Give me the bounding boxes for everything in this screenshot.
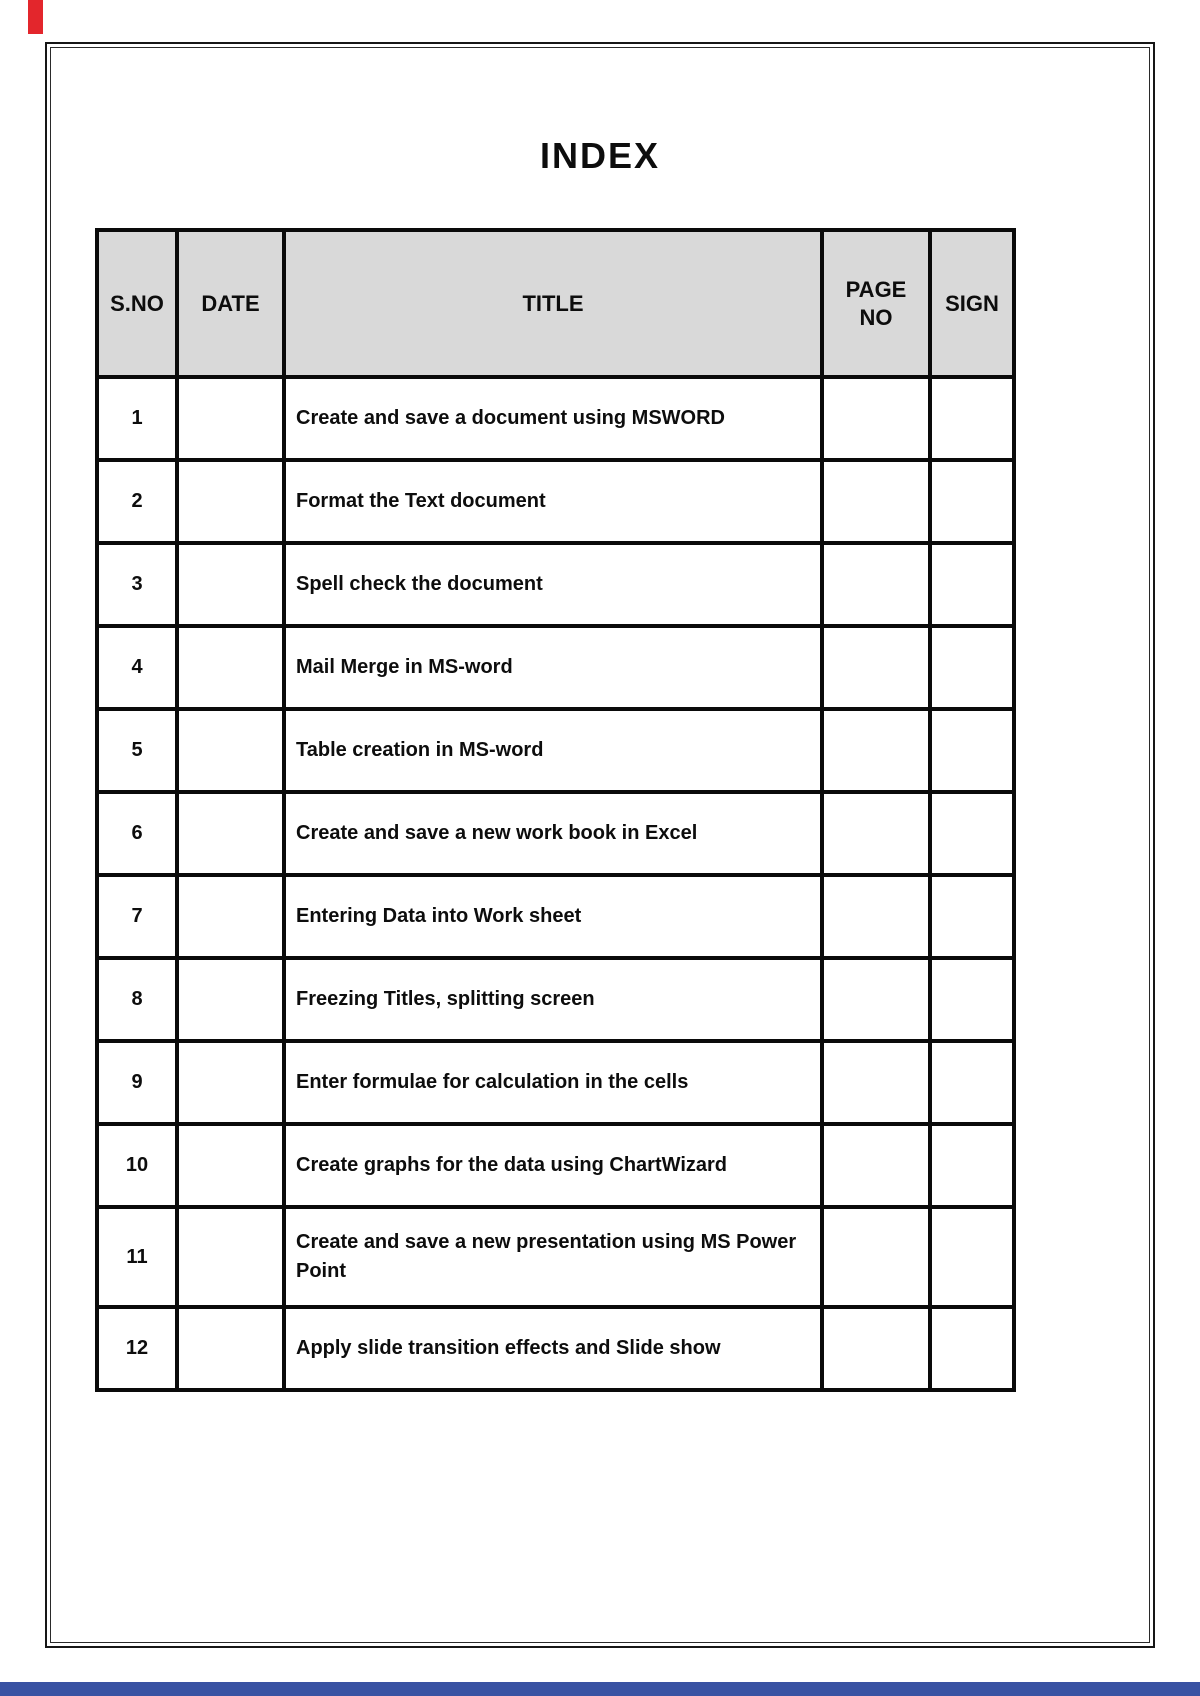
date-cell: [177, 1041, 284, 1124]
sign-cell: [930, 1041, 1014, 1124]
header-date: DATE: [177, 230, 284, 377]
title-cell: Mail Merge in MS-word: [284, 626, 822, 709]
serial-number-cell: 3: [97, 543, 177, 626]
table-row: [97, 377, 1014, 460]
page-no-cell: [822, 1041, 930, 1124]
date-cell: [177, 709, 284, 792]
page-no-cell: [822, 626, 930, 709]
page-no-cell: [822, 1124, 930, 1207]
title-cell: Format the Text document: [284, 460, 822, 543]
page-no-cell: [822, 377, 930, 460]
serial-number-cell: 5: [97, 709, 177, 792]
title-cell: Create graphs for the data using ChartWizard: [284, 1124, 822, 1207]
date-cell: [177, 1207, 284, 1307]
header-title: TITLE: [284, 230, 822, 377]
title-cell: Enter formulae for calculation in the cells: [284, 1041, 822, 1124]
date-cell: [177, 626, 284, 709]
title-cell: Entering Data into Work sheet: [284, 875, 822, 958]
serial-number-cell: 1: [97, 377, 177, 460]
index-table-body: [97, 377, 1014, 1390]
index-table: [95, 228, 1016, 1392]
title-cell: Table creation in MS-word: [284, 709, 822, 792]
table-row: [97, 543, 1014, 626]
page-title: INDEX: [539, 135, 661, 176]
sign-cell: [930, 709, 1014, 792]
date-cell: [177, 460, 284, 543]
sign-cell: [930, 792, 1014, 875]
table-row: [97, 709, 1014, 792]
table-row: [97, 1307, 1014, 1390]
title-cell: Create and save a new work book in Excel: [284, 792, 822, 875]
table-row: [97, 460, 1014, 543]
page-no-cell: [822, 958, 930, 1041]
header-sno: S.NO: [97, 230, 177, 377]
header-row: [97, 230, 1014, 377]
sign-cell: [930, 377, 1014, 460]
table-row: [97, 958, 1014, 1041]
table-row: [97, 626, 1014, 709]
date-cell: [177, 1124, 284, 1207]
date-cell: [177, 377, 284, 460]
red-margin-mark: [28, 0, 43, 34]
date-cell: [177, 543, 284, 626]
title-cell: Apply slide transition effects and Slide show: [284, 1307, 822, 1390]
page-no-cell: [822, 460, 930, 543]
sign-cell: [930, 1207, 1014, 1307]
serial-number-cell: 6: [97, 792, 177, 875]
sign-cell: [930, 543, 1014, 626]
date-cell: [177, 1307, 284, 1390]
serial-number-cell: 2: [97, 460, 177, 543]
sign-cell: [930, 958, 1014, 1041]
table-row: [97, 1207, 1014, 1307]
serial-number-cell: 4: [97, 626, 177, 709]
title-cell: Spell check the document: [284, 543, 822, 626]
serial-number-cell: 7: [97, 875, 177, 958]
table-row: [97, 1041, 1014, 1124]
table-row: [97, 792, 1014, 875]
table-row: [97, 875, 1014, 958]
date-cell: [177, 792, 284, 875]
date-cell: [177, 875, 284, 958]
page-no-cell: [822, 1307, 930, 1390]
serial-number-cell: 9: [97, 1041, 177, 1124]
page-no-cell: [822, 709, 930, 792]
page-no-cell: [822, 543, 930, 626]
sign-cell: [930, 1124, 1014, 1207]
page-no-cell: [822, 875, 930, 958]
page-no-cell: [822, 792, 930, 875]
header-pageno: PAGE NO: [822, 230, 930, 377]
sign-cell: [930, 626, 1014, 709]
title-cell: Create and save a new presentation using MS Power Point: [284, 1207, 822, 1307]
sign-cell: [930, 875, 1014, 958]
serial-number-cell: 12: [97, 1307, 177, 1390]
header-sign: SIGN: [930, 230, 1014, 377]
serial-number-cell: 11: [97, 1207, 177, 1307]
serial-number-cell: 10: [97, 1124, 177, 1207]
date-cell: [177, 958, 284, 1041]
title-cell: Create and save a document using MSWORD: [284, 377, 822, 460]
index-table-header: [97, 230, 1014, 377]
page-no-cell: [822, 1207, 930, 1307]
serial-number-cell: 8: [97, 958, 177, 1041]
bottom-edge-strip: [0, 1682, 1200, 1696]
sign-cell: [930, 1307, 1014, 1390]
title-cell: Freezing Titles, splitting screen: [284, 958, 822, 1041]
sign-cell: [930, 460, 1014, 543]
table-row: [97, 1124, 1014, 1207]
